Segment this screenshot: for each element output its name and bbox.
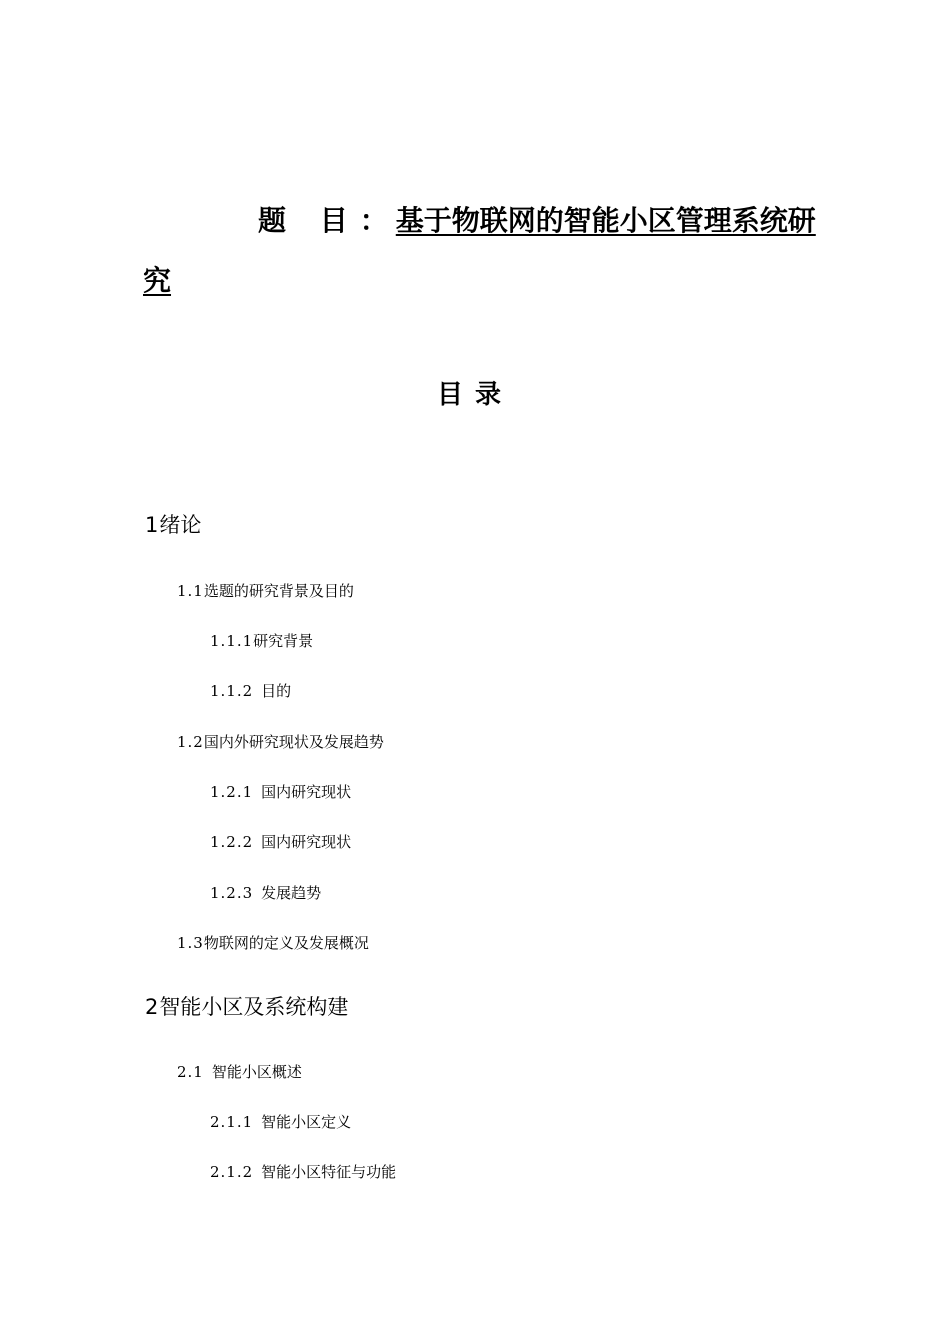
toc-entry-1-2-1[interactable] xyxy=(210,782,351,802)
toc-entry-title: 物联网的定义及发展概况 xyxy=(203,934,369,952)
toc-entry-1-1-2[interactable] xyxy=(210,681,291,701)
toc-entry-2-1-2[interactable] xyxy=(210,1162,396,1182)
toc-entry-number: 1.1.2 xyxy=(210,682,254,700)
toc-entry-title: 国内研究现状 xyxy=(261,833,352,851)
toc-entry-2-1-1[interactable] xyxy=(210,1112,351,1132)
toc-entry-number: 2.1 xyxy=(177,1063,204,1081)
toc-entry-number: 1.2.3 xyxy=(210,884,254,902)
title-text-line1: 基于物联网的智能小区管理系统研 xyxy=(395,204,816,237)
toc-entry-title: 目的 xyxy=(261,682,292,700)
toc-entry-1-1[interactable] xyxy=(177,581,354,601)
toc-entry-1-3[interactable] xyxy=(177,933,369,953)
title-label: 题 目 xyxy=(258,204,360,237)
toc-entry-title: 智能小区特征与功能 xyxy=(261,1163,397,1181)
toc-entry-title: 国内外研究现状及发展趋势 xyxy=(203,733,384,751)
toc-entry-number: 2 xyxy=(145,995,160,1019)
toc-heading: 目录 xyxy=(436,380,513,410)
toc-entry-1-2-3[interactable] xyxy=(210,883,321,903)
toc-entry-2-1[interactable] xyxy=(177,1062,302,1082)
toc-entry-title: 绪论 xyxy=(159,513,202,537)
toc-entry-1-1-1[interactable] xyxy=(210,631,313,651)
title-text-line2: 究 xyxy=(143,264,172,297)
toc-entry-title: 国内研究现状 xyxy=(261,783,352,801)
toc-entry-number: 1 xyxy=(145,513,160,537)
toc-entry-number: 2.1.2 xyxy=(210,1163,254,1181)
toc-entry-2[interactable] xyxy=(145,994,348,1020)
toc-entry-number: 1.2.2 xyxy=(210,833,254,851)
toc-entry-title: 研究背景 xyxy=(253,632,314,650)
toc-entry-title: 发展趋势 xyxy=(261,884,322,902)
toc-entry-number: 2.1.1 xyxy=(210,1113,254,1131)
toc-entry-title: 智能小区定义 xyxy=(261,1113,352,1131)
toc-entry-number: 1.1.1 xyxy=(210,632,254,650)
toc-entry-number: 1.1 xyxy=(177,582,204,600)
toc-entry-number: 1.2 xyxy=(177,733,204,751)
toc-entry-1[interactable] xyxy=(145,512,201,538)
toc-entry-1-2-2[interactable] xyxy=(210,832,351,852)
toc-entry-number: 1.2.1 xyxy=(210,783,254,801)
title-colon: ： xyxy=(359,204,388,237)
toc-entry-number: 1.3 xyxy=(177,934,204,952)
toc-entry-title: 选题的研究背景及目的 xyxy=(203,582,354,600)
toc-entry-1-2[interactable] xyxy=(177,732,384,752)
toc-entry-title: 智能小区概述 xyxy=(211,1063,302,1081)
toc-entry-title: 智能小区及系统构建 xyxy=(159,995,349,1019)
